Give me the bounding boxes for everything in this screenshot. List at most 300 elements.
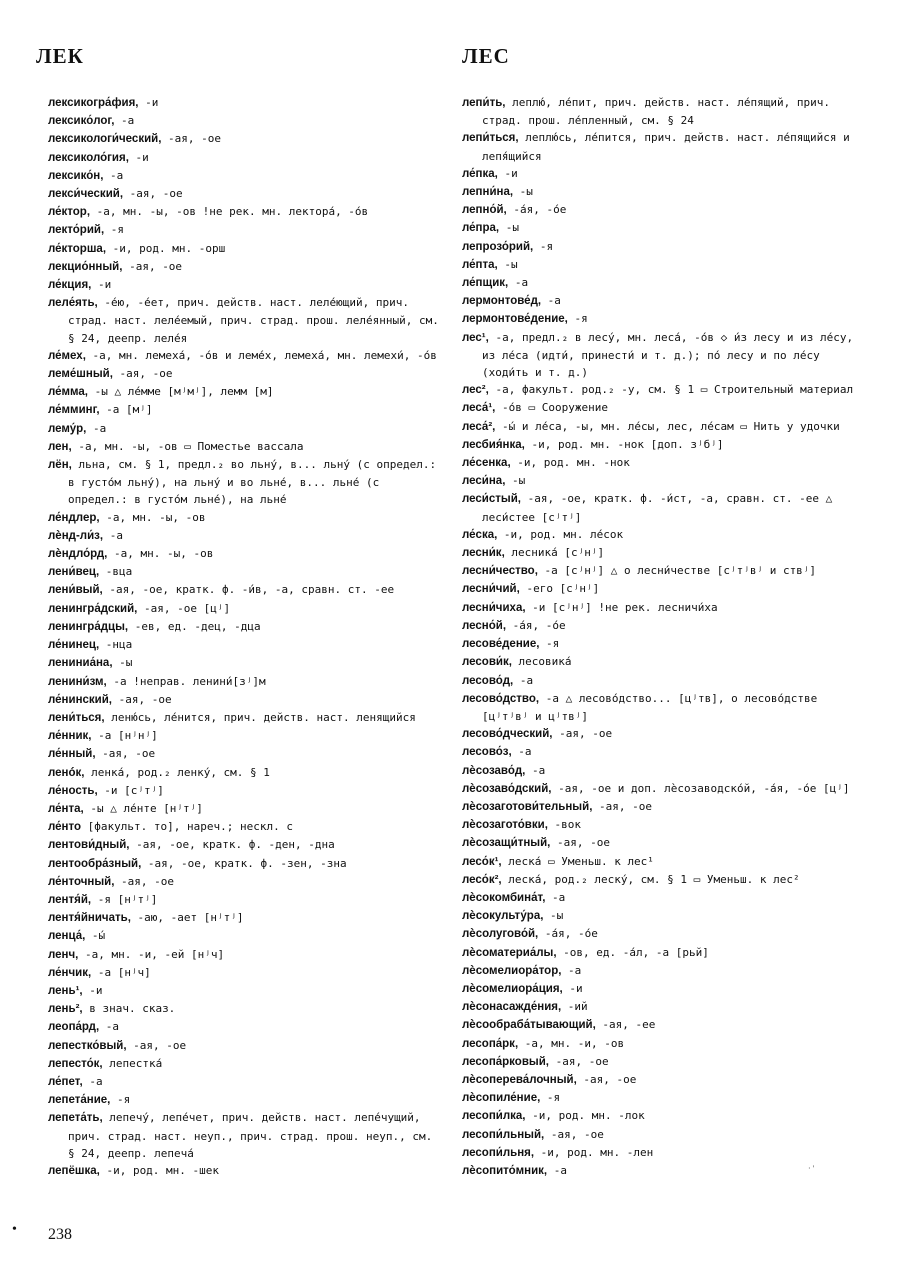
dictionary-entry: [462, 1107, 856, 1125]
dictionary-entry: [48, 509, 442, 527]
entry-body: -ы △ ле́нте [нʲтʲ]: [83, 801, 203, 815]
entry-body: -ы: [112, 656, 133, 670]
entry-body: -а: [99, 1020, 120, 1034]
dictionary-entry: [48, 600, 442, 618]
entry-body: -а △ лесово́дство... [цʲтв], о лесово́дстве [цʲтʲвʲ и цʲтвʲ]: [482, 691, 818, 723]
dictionary-entry: [48, 727, 442, 745]
entry-headword: лѐндло́рд,: [48, 548, 108, 561]
entry-headword: ле́нточный,: [48, 875, 115, 888]
dictionary-entry: [48, 836, 442, 854]
entry-headword: ле́пет,: [48, 1075, 83, 1088]
entry-body: -ы △ ле́мме [мʲмʲ], лемм [м]: [88, 385, 274, 399]
entry-body: -ая, -ое: [112, 367, 173, 381]
entry-body: -а, мн. лемеха́, -о́в и леме́х, лемеха́, мн. лемехи́, -о́в: [85, 348, 437, 362]
entry-headword: лѐсомелиора́тор,: [462, 964, 562, 977]
entry-body: -ая, -ое: [552, 727, 613, 741]
entry-body: -я: [539, 637, 560, 651]
entry-headword: лесове́дение,: [462, 638, 540, 651]
entry-body: -а: [511, 745, 532, 759]
right-column: [462, 94, 856, 1180]
entry-body: -ая, -ое: [544, 1127, 604, 1141]
entry-body: -е́ю, -е́ет, прич. действ. наст. леле́ющий, прич. страд. наст. леле́емый, прич. страд. прош. леле́янный, см. § 24, деепр. леле́я: [68, 296, 439, 345]
entry-headword: лему́р,: [48, 422, 87, 435]
dictionary-entry: [462, 834, 856, 852]
dictionary-entry: [48, 1162, 442, 1180]
entry-headword: леси́на,: [462, 475, 506, 488]
dictionary-entry: [462, 129, 856, 164]
running-head-left: ЛЕК: [36, 44, 84, 68]
entry-body: -а [мʲ]: [99, 403, 153, 417]
dictionary-entry: [462, 944, 856, 962]
entry-body: леню́сь, ле́нится, прич. действ. наст. ленящийся: [104, 710, 416, 724]
entry-headword: ле́мма,: [48, 386, 89, 399]
entry-headword: лѐсообраба́тывающий,: [462, 1019, 596, 1032]
dictionary-entry: [48, 1091, 442, 1109]
entry-headword: лѐсопито́мник,: [462, 1164, 548, 1177]
entry-body: -и, род. мн. -орш: [106, 241, 226, 255]
entry-body: -ая, -ое, кратк. ф. -и́ст, -а, сравн. ст. -ее △ леси́стее [сʲтʲ]: [482, 492, 833, 524]
entry-headword: лесни́чество,: [462, 565, 538, 578]
entry-headword: лекто́рий,: [48, 224, 105, 237]
entry-headword: ле́мех,: [48, 349, 86, 362]
dictionary-entry: [48, 1073, 442, 1091]
entry-body: -ая, -ое, кратк. ф. -ден, -дна: [129, 838, 335, 852]
entry-headword: ле́нта,: [48, 802, 84, 815]
entry-headword: леме́шный,: [48, 368, 113, 381]
entry-headword: ле́кция,: [48, 279, 92, 292]
dictionary-entry: [48, 347, 442, 365]
entry-body: -ая, -ое: [95, 747, 156, 761]
entry-body: -ы: [499, 221, 519, 235]
dictionary-entry: [48, 112, 442, 130]
dictionary-entry: [462, 256, 856, 274]
entry-headword: ле́пщик,: [462, 277, 509, 290]
dictionary-entry: [462, 1162, 856, 1180]
entry-headword: лесопи́льный,: [462, 1128, 545, 1141]
entry-headword: лесбия́нка,: [462, 438, 525, 451]
dictionary-entry: [462, 399, 856, 417]
dictionary-entry: [462, 454, 856, 472]
dictionary-entry: [48, 258, 442, 276]
dictionary-entry: [48, 294, 442, 347]
dictionary-entry: [462, 907, 856, 925]
entry-body: -а [нʲнʲ]: [91, 729, 158, 743]
dictionary-entry: [48, 654, 442, 672]
entry-body: -ы: [505, 474, 526, 488]
entry-headword: ле́ность,: [48, 784, 98, 797]
left-column: [48, 94, 442, 1180]
entry-headword: ле́нный,: [48, 748, 96, 761]
entry-headword: лентови́дный,: [48, 839, 130, 852]
entry-headword: лесово́дство,: [462, 692, 540, 705]
entry-body: -а, мн. -ы, -ов !не рек. мн. лектора́, -о́в: [90, 205, 369, 219]
entry-body: -ая, -ое, кратк. ф. -зен, -зна: [141, 856, 347, 870]
entry-headword: лѐнд-ли́з,: [48, 529, 104, 542]
entry-body: -а: [541, 294, 561, 308]
bullet-mark: •: [12, 1222, 17, 1237]
dictionary-entry: [48, 438, 442, 456]
entry-headword: лень²,: [48, 1003, 83, 1016]
dictionary-entry: [48, 873, 442, 891]
entry-body: леплю́, ле́пит, прич. действ. наст. ле́пящий, прич. страд. прош. ле́пленный, см. § 24: [482, 96, 830, 128]
entry-headword: лепно́й,: [462, 204, 507, 217]
entry-headword: ле́ктор,: [48, 206, 91, 219]
entry-headword: ленингра́дцы,: [48, 620, 129, 633]
entry-body: [факульт. то], нареч.; нескл. с: [81, 820, 293, 834]
dictionary-entry: [48, 673, 442, 691]
dictionary-entry: [462, 490, 856, 525]
dictionary-entry: [48, 1055, 442, 1073]
entry-headword: ленингра́дский,: [48, 602, 138, 615]
entry-headword: лепета́ние,: [48, 1094, 111, 1107]
entry-body: -ая, -ое: [161, 132, 222, 146]
entry-body: -а́я, -о́е: [506, 618, 566, 632]
dictionary-entry: [462, 998, 856, 1016]
entry-headword: лесово́з,: [462, 746, 512, 759]
entry-headword: лён,: [48, 459, 72, 472]
dictionary-entry: [462, 526, 856, 544]
entry-headword: лентя́йничать,: [48, 912, 131, 925]
entry-headword: леса́²,: [462, 420, 496, 433]
entry-headword: лѐсомелиора́ция,: [462, 982, 563, 995]
entry-body: -и: [82, 983, 103, 997]
entry-body: -ая, -ое: [112, 692, 172, 706]
dictionary-entry: [462, 1126, 856, 1144]
entry-headword: ле́нинский,: [48, 693, 112, 706]
entry-body: -а: [103, 528, 123, 542]
entry-body: -вца: [99, 565, 133, 579]
dictionary-entry: [48, 855, 442, 873]
dictionary-entry: [48, 782, 442, 800]
entry-headword: леопа́рд,: [48, 1021, 100, 1034]
entry-body: леска́ ▭ Уменьш. к лес¹: [501, 854, 654, 868]
dictionary-entry: [462, 762, 856, 780]
entry-headword: лес²,: [462, 384, 489, 397]
dictionary-entry: [48, 618, 442, 636]
dictionary-entry: [48, 185, 442, 203]
entry-body: -и, род. мн. ле́сок: [497, 527, 624, 541]
dictionary-entry: [48, 240, 442, 258]
entry-body: -а: [545, 890, 566, 904]
entry-headword: лѐсолугово́й,: [462, 928, 539, 941]
entry-headword: лентообра́зный,: [48, 857, 142, 870]
dictionary-entry: [462, 1035, 856, 1053]
entry-headword: леле́ять,: [48, 297, 98, 310]
dictionary-entry: [48, 383, 442, 401]
entry-body: -ая, -ое: [576, 1072, 637, 1086]
entry-body: -и: [91, 278, 112, 292]
entry-body: -ая, -ое: [114, 874, 175, 888]
entry-headword: лекси́ческий,: [48, 188, 124, 201]
entry-headword: лени́вый,: [48, 584, 103, 597]
entry-headword: леси́стый,: [462, 493, 521, 506]
entry-headword: ле́нник,: [48, 730, 92, 743]
entry-headword: лесо́к²,: [462, 873, 502, 886]
entry-headword: лесни́чиха,: [462, 601, 526, 614]
dictionary-entry: [462, 617, 856, 635]
entry-headword: лексико́н,: [48, 169, 104, 182]
dictionary-entry: [462, 165, 856, 183]
entry-headword: лесопа́рковый,: [462, 1055, 549, 1068]
entry-headword: лѐсонасажде́ния,: [462, 1001, 562, 1014]
entry-body: -ая, -ое: [123, 187, 183, 201]
entry-headword: лексикогра́фия,: [48, 97, 139, 109]
dictionary-entry: [48, 927, 442, 945]
dictionary-entry: [462, 871, 856, 889]
entry-body: -и: [138, 96, 159, 109]
dictionary-entry: [48, 401, 442, 419]
entry-body: -и, род. мн. -лен: [534, 1145, 654, 1159]
entry-body: -а: [561, 963, 582, 977]
dictionary-entry: [462, 798, 856, 816]
entry-headword: ле́кторша,: [48, 242, 107, 255]
entry-headword: лексиколо́гия,: [48, 151, 129, 164]
entry-headword: лѐсопиле́ние,: [462, 1092, 541, 1105]
entry-headword: ле́нчик,: [48, 966, 92, 979]
entry-headword: лепестко́вый,: [48, 1039, 127, 1052]
entry-headword: ле́нинец,: [48, 639, 100, 652]
dictionary-entry: [48, 691, 442, 709]
entry-headword: ле́нто: [48, 821, 82, 834]
dictionary-entry: [462, 94, 856, 129]
entry-headword: лесно́й,: [462, 619, 507, 632]
entry-headword: ленóк,: [48, 766, 85, 779]
dictionary-entry: [462, 816, 856, 834]
entry-headword: лесопи́льня,: [462, 1146, 535, 1159]
entry-body: -и [сʲтʲ]: [97, 783, 164, 797]
dictionary-entry: [48, 276, 442, 294]
entry-headword: лениниа́на,: [48, 657, 113, 670]
entry-headword: ленч,: [48, 948, 79, 961]
dictionary-entry: [48, 964, 442, 982]
entry-headword: ле́ска,: [462, 528, 498, 541]
dictionary-entry: [462, 562, 856, 580]
entry-headword: лепета́ть,: [48, 1112, 103, 1125]
entry-headword: лѐсозащи́тный,: [462, 837, 551, 850]
entry-body: -нца: [99, 638, 133, 652]
dictionary-entry: [462, 183, 856, 201]
dictionary-entry: [48, 891, 442, 909]
dictionary-entry: [462, 925, 856, 943]
entry-headword: лермонтове́д,: [462, 295, 542, 308]
dictionary-entry: [48, 203, 442, 221]
entry-body: -я: [110, 1093, 131, 1107]
entry-body: -а, мн. -ы, -ов: [99, 510, 206, 524]
dictionary-entry: [462, 780, 856, 798]
entry-body: -а, факульт. род.₂ -у, см. § 1 ▭ Строительный материал: [488, 383, 854, 397]
entry-headword: лес¹,: [462, 331, 489, 344]
entry-body: -я: [540, 1091, 561, 1105]
entry-body: -а, предл.₂ в лесу́, мн. леса́, -о́в ◇ и́з лесу и из ле́су, из ле́са (идти́, принести́ и т. д.); по́ лесу и по ле́су (ходи́ть и т. д.): [482, 330, 854, 380]
entry-headword: леса́¹,: [462, 402, 496, 415]
entry-headword: лепи́ться,: [462, 132, 519, 145]
entry-headword: лесни́чий,: [462, 583, 520, 596]
entry-body: -я: [533, 239, 554, 253]
dictionary-entry: [462, 1016, 856, 1034]
entry-body: -я: [567, 312, 588, 326]
entry-headword: лепи́ть,: [462, 97, 506, 109]
entry-headword: лесови́к,: [462, 656, 512, 669]
dictionary-entry: [462, 635, 856, 653]
entry-headword: лѐсозагото́вки,: [462, 819, 548, 832]
entry-body: -а, мн. -и, -ов: [518, 1036, 625, 1050]
dictionary-entry: [462, 1071, 856, 1089]
entry-body: -а [сʲнʲ] △ о лесни́честве [сʲтʲвʲ и ствʲ]: [537, 564, 817, 578]
entry-headword: лѐсоперева́лочный,: [462, 1073, 577, 1086]
dictionary-entry: [48, 167, 442, 185]
entry-body: лепестка́: [102, 1056, 163, 1070]
entry-headword: ленца́,: [48, 930, 86, 943]
entry-headword: лекцио́нный,: [48, 260, 123, 273]
dictionary-entry: [462, 544, 856, 562]
dictionary-entry: [48, 420, 442, 438]
entry-headword: ле́сенка,: [462, 457, 511, 470]
entry-headword: лексико́лог,: [48, 115, 115, 128]
entry-headword: лепрозо́рий,: [462, 240, 534, 253]
entry-headword: лен,: [48, 440, 72, 453]
entry-body: льна, см. § 1, предл.₂ во льну́, в... льну́ (с определ.: в густо́м льну́), на льну́ и во льне́, в... льне́ (с определ.: в густо́м льне́), на льне́: [68, 458, 437, 507]
entry-body: лесника́ [сʲнʲ]: [504, 546, 605, 560]
entry-headword: ле́пта,: [462, 258, 498, 271]
entry-headword: лексикологи́ческий,: [48, 133, 162, 146]
entry-headword: лени́ться,: [48, 711, 105, 724]
dictionary-entry: [48, 130, 442, 148]
page-number: 238: [48, 1226, 72, 1243]
dictionary-entry: [462, 889, 856, 907]
entry-body: -а: [86, 421, 107, 435]
dictionary-entry: [462, 599, 856, 617]
entry-headword: лень¹,: [48, 984, 83, 997]
dictionary-entry: [48, 909, 442, 927]
entry-body: -аю, -ает [нʲтʲ]: [130, 911, 244, 925]
entry-body: -и, род. мн. -нок [доп. зʲбʲ]: [524, 437, 724, 451]
dictionary-entry: [462, 1089, 856, 1107]
entry-body: -и [сʲнʲ] !не рек. лесничи́ха: [525, 600, 718, 614]
dictionary-entry: [462, 1053, 856, 1071]
entry-body: -а: [525, 763, 546, 777]
entry-headword: лепесто́к,: [48, 1057, 103, 1070]
dictionary-entry: [462, 201, 856, 219]
dictionary-entry: [462, 580, 856, 598]
entry-headword: ле́ндлер,: [48, 511, 100, 524]
entry-body: лесовика́: [511, 655, 572, 669]
dictionary-entry: [462, 653, 856, 671]
dictionary-entry: [462, 472, 856, 490]
entry-headword: лепёшка,: [48, 1164, 100, 1177]
dictionary-entry: [462, 292, 856, 310]
entry-body: -и, род. мн. -нок: [510, 456, 630, 470]
entry-headword: лесопи́лка,: [462, 1110, 526, 1123]
entry-headword: лѐсоматериа́лы,: [462, 946, 557, 959]
dictionary-entry: [48, 800, 442, 818]
entry-headword: лѐсокульту́ра,: [462, 910, 544, 923]
dictionary-entry: [48, 1000, 442, 1018]
dictionary-entry: [462, 310, 856, 328]
entry-body: -ая, -ее: [595, 1018, 656, 1032]
entry-body: -ий: [561, 1000, 588, 1014]
dictionary-entry: [48, 581, 442, 599]
entry-body: -а, мн. -ы, -ов ▭ Поместье вассала: [71, 439, 304, 453]
dictionary-entry: [48, 636, 442, 654]
entry-body: -а !неправ. ленини́[зʲ]м: [106, 674, 266, 688]
dictionary-entry: [462, 962, 856, 980]
entry-headword: лентя́й,: [48, 893, 92, 906]
entry-body: лепечу́, лепе́чет, прич. действ. наст. лепе́чущий, прич. страд. наст. неуп., прич. страд. прош. неуп., см. § 24, деепр. лепеча́: [68, 1111, 433, 1160]
entry-body: ленка́, род.₂ ленку́, см. § 1: [84, 765, 270, 779]
dictionary-entry: [48, 1109, 442, 1162]
entry-body: -и: [128, 150, 149, 164]
dictionary-entry: [48, 365, 442, 383]
entry-body: -ы: [497, 257, 518, 271]
entry-headword: лѐсозаво́дский,: [462, 782, 552, 795]
dictionary-entry: [462, 436, 856, 454]
entry-body: -я: [104, 223, 125, 237]
dictionary-entry: [462, 418, 856, 436]
entry-body: -а: [513, 673, 534, 687]
entry-body: -и: [497, 166, 518, 180]
entry-body: -и, род. мн. -шек: [99, 1163, 220, 1177]
entry-body: -ы́: [85, 929, 106, 943]
entry-headword: лесни́к,: [462, 547, 505, 560]
entry-body: -а: [508, 276, 529, 290]
entry-body: леска́, род.₂ леску́, см. § 1 ▭ Уменьш. к лес²: [501, 872, 800, 886]
entry-headword: лѐсозаготови́тельный,: [462, 800, 593, 813]
entry-body: -ев, ед. -дец, -дца: [128, 619, 261, 633]
entry-headword: лермонтове́дение,: [462, 313, 568, 326]
entry-body: -вок: [547, 818, 582, 832]
entry-body: в знач. сказ.: [82, 1002, 176, 1016]
entry-body: -ая, -ое: [548, 1054, 609, 1068]
dictionary-entry: [48, 1037, 442, 1055]
entry-body: -ая, -ое: [592, 799, 652, 813]
entry-body: -ая, -ое: [550, 836, 610, 850]
entry-body: -а: [103, 168, 124, 182]
dictionary-entry: [48, 818, 442, 836]
dictionary-entry: [48, 545, 442, 563]
dictionary-entry: [48, 982, 442, 1000]
entry-body: -ая, -ое: [122, 259, 183, 273]
entry-headword: лесопа́рк,: [462, 1037, 519, 1050]
entry-body: -ы: [513, 185, 533, 199]
entry-body: -ая, -ое и доп. лѐсозаводско́й, -а́я, -о́е [цʲ]: [551, 781, 850, 795]
entry-body: -а: [114, 114, 135, 128]
entry-body: -ы: [543, 909, 564, 923]
dictionary-entry: [462, 381, 856, 399]
entry-headword: лепни́на,: [462, 186, 514, 199]
dictionary-entry: [48, 149, 442, 167]
entry-body: -а: [82, 1074, 103, 1088]
entry-body: -а [нʲч]: [91, 965, 151, 979]
entry-body: -ы́ и ле́са, -ы, мн. ле́сы, лес, ле́сам ▭ Нить у удочки: [495, 419, 840, 433]
dictionary-entry: [48, 94, 442, 112]
dictionary-entry: [462, 329, 856, 382]
entry-headword: лесово́д,: [462, 674, 514, 687]
scan-speck: · ': [808, 1164, 815, 1173]
entry-body: -а, мн. -ы, -ов: [107, 547, 214, 561]
entry-body: -я [нʲтʲ]: [91, 892, 158, 906]
dictionary-entry: [462, 238, 856, 256]
entry-body: -ая, -ое, кратк. ф. -и́в, -а, сравн. ст. -ее: [102, 583, 395, 597]
entry-headword: ле́пра,: [462, 222, 500, 235]
entry-body: -а, мн. -и, -ей [нʲч]: [78, 947, 225, 961]
dictionary-entry: [462, 725, 856, 743]
entry-body: -а́я, -о́е: [506, 203, 567, 217]
dictionary-entry: [462, 1144, 856, 1162]
entry-body: -и: [562, 981, 583, 995]
entry-body: -а́я, -о́е: [538, 927, 598, 941]
dictionary-entry: [48, 946, 442, 964]
entry-body: -ая, -ое: [126, 1038, 187, 1052]
